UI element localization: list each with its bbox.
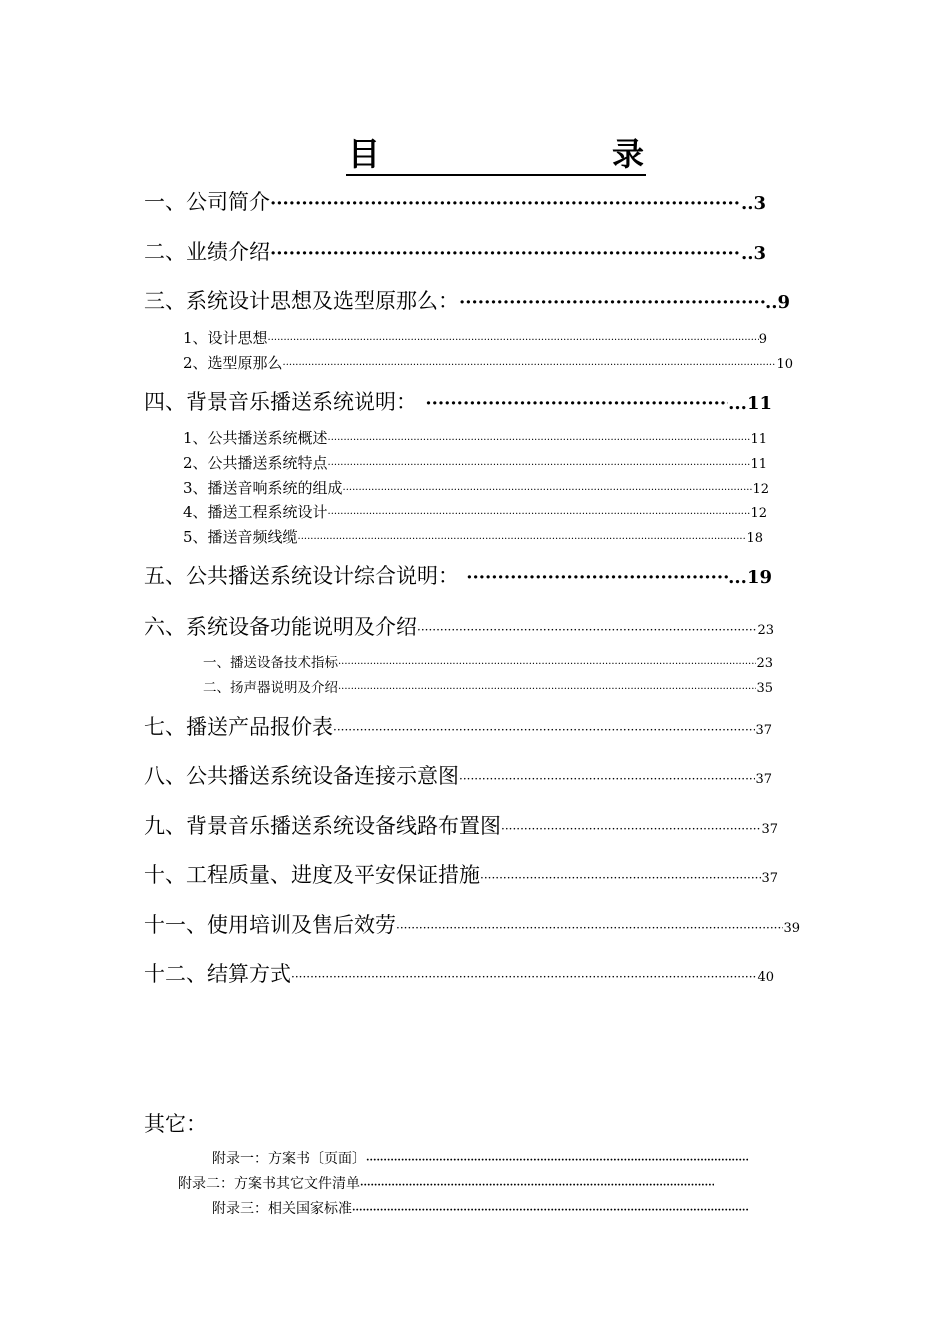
toc-entry-page: 11 [750,432,767,447]
toc-entry[interactable] [144,236,766,266]
toc-entry[interactable] [183,477,769,499]
toc-entry[interactable] [144,186,766,216]
toc-entry-page: 12 [750,506,767,521]
toc-entry[interactable] [183,352,793,374]
toc-entry-page: 23 [756,656,773,671]
toc-entry-page: 35 [756,681,773,696]
toc-entry-label: 二、业绩介绍 [144,240,270,264]
dot-leader [338,659,756,670]
toc-entry-label: 一、播送设备技术指标 [203,655,338,671]
toc-entry-label: 四、背景音乐播送系统说明： [144,390,417,414]
toc-entry-label: 4、播送工程系统设计 [183,503,328,521]
dot-leader [270,193,741,214]
toc-entry-label: 1、设计思想 [183,329,268,347]
toc-entry-page: ...19 [728,567,772,588]
toc-entry[interactable] [203,651,773,671]
appendix-entry-label: 附录一：方案书〔页面〕 [212,1151,366,1167]
dot-leader [360,1180,714,1191]
appendix-entry-label: 附录三：相关国家标准 [212,1201,352,1217]
dot-leader [480,871,761,885]
appendix-entry[interactable] [212,1148,748,1170]
appendix-entry[interactable] [212,1198,748,1220]
toc-entry-page: 23 [757,623,774,638]
toc-entry-page: 9 [758,332,767,347]
toc-entry[interactable] [183,526,763,548]
dot-leader [352,1205,748,1216]
dot-leader [338,684,756,695]
dot-leader [283,360,777,371]
toc-entry-page: ..3 [740,243,766,264]
toc-entry-label: 五、公共播送系统设计综合说明： [144,564,459,588]
dot-leader [425,393,728,414]
toc-entry-label: 2、公共播送系统特点 [183,454,328,472]
toc-entry[interactable] [144,909,800,939]
toc-entry-page: ..3 [740,193,766,214]
dot-leader [417,623,757,637]
toc-entry[interactable] [144,760,772,790]
toc-entry-label: 3、播送音响系统的组成 [183,479,343,497]
dot-leader [343,485,753,496]
toc-entry[interactable] [183,501,767,523]
dot-leader [270,243,741,264]
dot-leader [466,567,728,588]
toc-entry-page: 10 [776,357,793,372]
toc-entry-page: 40 [757,970,774,985]
toc-entry[interactable] [144,285,790,315]
toc-entry[interactable] [144,386,772,416]
toc-entry-page: 37 [761,871,778,886]
toc-entry-page: 37 [755,723,772,738]
toc-entry[interactable] [203,676,773,696]
toc-entry-label: 十二、结算方式 [144,962,291,986]
dot-leader [501,822,761,836]
toc-entry[interactable] [144,810,778,840]
toc-entry-page: ...11 [728,393,772,414]
toc-entry-label: 5、播送音频线缆 [183,528,298,546]
toc-entry-label: 二、扬声器说明及介绍 [203,680,338,696]
title-char-1: 目 [348,135,381,173]
dot-leader [328,435,751,446]
dot-leader [291,970,757,984]
toc-entry-page: 37 [761,822,778,837]
dot-leader [328,509,751,520]
appendix-entry[interactable] [178,1173,714,1195]
appendix-entry-label: 附录二：方案书其它文件清单 [178,1176,360,1192]
toc-entry-label: 七、播送产品报价表 [144,715,333,739]
toc-entry-label: 一、公司简介 [144,190,270,214]
toc-entry-page: 39 [783,921,800,936]
toc-entry[interactable] [144,859,778,889]
toc-entry-page: 18 [746,531,763,546]
toc-entry-label: 八、公共播送系统设备连接示意图 [144,764,459,788]
toc-entry[interactable] [144,611,774,641]
toc-entry-label: 十一、使用培训及售后效劳 [144,913,396,937]
toc-entry-label: 十、工程质量、进度及平安保证措施 [144,863,480,887]
dot-leader [366,1155,748,1166]
toc-entry-label: 六、系统设备功能说明及介绍 [144,615,417,639]
toc-entry[interactable] [183,327,767,349]
toc-entry[interactable] [183,427,767,449]
toc-entry[interactable] [144,958,774,988]
dot-leader [459,772,755,786]
dot-leader [459,292,765,313]
toc-entry[interactable] [144,711,772,741]
toc-entry-label: 三、系统设计思想及选型原那么： [144,289,459,313]
dot-leader [333,723,755,737]
toc-entry[interactable] [144,560,772,590]
page-title [346,130,646,176]
toc-entry-page: 37 [755,772,772,787]
toc-entry-label: 1、公共播送系统概述 [183,429,328,447]
dot-leader [268,335,759,346]
dot-leader [396,921,783,935]
dot-leader [298,534,747,545]
others-heading: 其它： [144,1112,207,1136]
toc-entry-page: 12 [752,482,769,497]
toc-entry-page: ..9 [764,292,790,313]
toc-entry-page: 11 [750,457,767,472]
toc-entry[interactable] [183,452,767,474]
toc-entry-label: 九、背景音乐播送系统设备线路布置图 [144,814,501,838]
title-char-2: 录 [611,135,644,173]
toc-entry-label: 2、选型原那么 [183,354,283,372]
dot-leader [328,460,751,471]
